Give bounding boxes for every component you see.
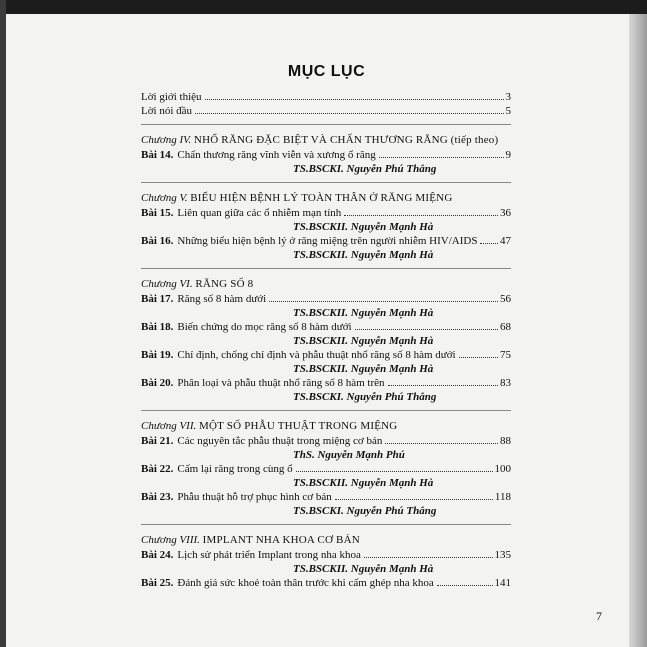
lesson-number: Bài 18.: [141, 321, 174, 333]
lesson-page: 47: [500, 235, 511, 247]
lesson-author: TS.BSCKI. Nguyễn Phú Thắng: [293, 163, 437, 175]
lesson-number: Bài 17.: [141, 293, 174, 305]
chapter-suffix: (tiếp theo): [450, 134, 499, 146]
page-edge-shadow: [629, 14, 647, 647]
chapter-heading: [141, 132, 511, 148]
toc-lesson-row: [141, 490, 511, 504]
lesson-title: Biến chứng do mọc răng số 8 hàm dưới: [177, 321, 352, 333]
toc-front-row: [141, 90, 511, 104]
toc-lesson-row: [141, 348, 511, 362]
toc-lesson-row: [141, 434, 511, 448]
chapter-title: MỘT SỐ PHẪU THUẬT TRONG MIỆNG: [199, 420, 398, 432]
lesson-title: Lịch sử phát triển Implant trong nha khoa: [177, 549, 361, 561]
lesson-page: 88: [500, 435, 511, 447]
chapter-title: BIỂU HIỆN BỆNH LÝ TOÀN THÂN Ở RĂNG MIỆNG: [190, 192, 453, 204]
lesson-title: Chấn thương răng vĩnh viễn và xương ổ răng: [177, 149, 376, 161]
lesson-page: 9: [505, 149, 511, 161]
toc-lesson-row: [141, 292, 511, 306]
chapter-divider: [141, 524, 511, 525]
chapter-divider: [141, 268, 511, 269]
lesson-author: TS.BSCKI. Nguyễn Phú Thắng: [293, 505, 437, 517]
chapter-number: Chương V.: [141, 192, 188, 204]
lesson-title: Các nguyên tắc phẫu thuật trong miệng cơ bản: [177, 435, 383, 447]
toc-front-row: [141, 104, 511, 118]
toc-lesson-row: [141, 234, 511, 248]
dot-leader: [344, 215, 498, 216]
dot-leader: [269, 301, 498, 302]
page-title: MỤC LỤC: [287, 63, 366, 80]
lesson-page: 135: [494, 549, 511, 561]
dot-leader: [437, 585, 493, 586]
toc-lesson-row: [141, 548, 511, 562]
toc-lesson-row: [141, 148, 511, 162]
lesson-number: Bài 23.: [141, 491, 174, 503]
lesson-page: 118: [494, 491, 511, 503]
lesson-title: Phẫu thuật hỗ trợ phục hình cơ bản: [177, 491, 332, 503]
lesson-page: 36: [500, 207, 511, 219]
toc-lesson-row: [141, 376, 511, 390]
lesson-author: TS.BSCKI. Nguyễn Phú Thắng: [293, 391, 437, 403]
toc-lesson-row: [141, 576, 511, 590]
dot-leader: [385, 443, 498, 444]
lesson-page: 68: [500, 321, 511, 333]
chapter-heading: [141, 276, 511, 292]
dot-leader: [355, 329, 498, 330]
toc-entry-label: Lời nói đầu: [141, 105, 193, 117]
lesson-number: Bài 15.: [141, 207, 174, 219]
dot-leader: [388, 385, 498, 386]
lesson-number: Bài 16.: [141, 235, 174, 247]
toc-lesson-row: [141, 462, 511, 476]
dot-leader: [335, 499, 493, 500]
lesson-page: 56: [500, 293, 511, 305]
lesson-page: 75: [500, 349, 511, 361]
chapter-number: Chương VI.: [141, 278, 193, 290]
lesson-title: Chỉ định, chống chỉ định và phẫu thuật nhổ răng số 8 hàm dưới: [177, 349, 456, 361]
lesson-number: Bài 24.: [141, 549, 174, 561]
scan-top-edge: [6, 0, 647, 14]
lesson-number: Bài 25.: [141, 577, 174, 589]
dot-leader: [296, 471, 493, 472]
chapter-heading: [141, 532, 511, 548]
lesson-title: Những biểu hiện bệnh lý ở răng miệng trên người nhiễm HIV/AIDS: [177, 235, 478, 247]
lesson-number: Bài 21.: [141, 435, 174, 447]
lesson-author: TS.BSCKII. Nguyễn Mạnh Hà: [293, 563, 434, 575]
toc-entry-page: 3: [505, 91, 511, 103]
chapter-divider: [141, 182, 511, 183]
lesson-page: 141: [494, 577, 511, 589]
dot-leader: [364, 557, 493, 558]
chapter-number: Chương IV.: [141, 134, 192, 146]
chapter-title: IMPLANT NHA KHOA CƠ BẢN: [202, 534, 360, 546]
toc-entry-label: Lời giới thiệu: [141, 91, 202, 103]
toc-lesson-row: [141, 206, 511, 220]
chapter-heading: [141, 418, 511, 434]
chapter-number: Chương VII.: [141, 420, 197, 432]
chapter-title: NHỔ RĂNG ĐẶC BIỆT VÀ CHẤN THƯƠNG RĂNG: [193, 134, 448, 146]
dot-leader: [459, 357, 498, 358]
chapter-heading: [141, 190, 511, 206]
lesson-author: TS.BSCKII. Nguyễn Mạnh Hà: [293, 307, 434, 319]
lesson-number: Bài 19.: [141, 349, 174, 361]
lesson-title: Đánh giá sức khoẻ toàn thân trước khi cấm ghép nha khoa: [177, 577, 434, 589]
lesson-author: TS.BSCKII. Nguyễn Mạnh Hà: [293, 335, 434, 347]
lesson-author: TS.BSCKII. Nguyễn Mạnh Hà: [293, 249, 434, 261]
lesson-number: Bài 22.: [141, 463, 174, 475]
lesson-title: Răng số 8 hàm dưới: [177, 293, 267, 305]
dot-leader: [205, 99, 504, 100]
chapter-divider: [141, 124, 511, 125]
chapter-number: Chương VIII.: [141, 534, 200, 546]
lesson-author: TS.BSCKII. Nguyễn Mạnh Hà: [293, 363, 434, 375]
dot-leader: [480, 243, 498, 244]
book-page: [6, 0, 647, 647]
toc-entry-page: 5: [505, 105, 511, 117]
toc-lesson-row: [141, 320, 511, 334]
lesson-author: TS.BSCKII. Nguyễn Mạnh Hà: [293, 221, 434, 233]
chapter-title: RĂNG SỐ 8: [195, 278, 254, 290]
chapter-divider: [141, 410, 511, 411]
lesson-page: 100: [494, 463, 511, 475]
lesson-number: Bài 14.: [141, 149, 174, 161]
lesson-author: ThS. Nguyễn Mạnh Phú: [293, 449, 405, 461]
lesson-title: Phân loại và phẫu thuật nhổ răng số 8 hàm trên: [177, 377, 385, 389]
lesson-page: 83: [500, 377, 511, 389]
lesson-author: TS.BSCKII. Nguyễn Mạnh Hà: [293, 477, 434, 489]
dot-leader: [379, 157, 504, 158]
page-number: 7: [596, 609, 602, 623]
lesson-title: Liên quan giữa các ổ nhiễm mạn tính: [177, 207, 342, 219]
table-of-contents: [141, 90, 511, 590]
lesson-title: Cấm lại răng trong cùng ổ: [177, 463, 293, 475]
dot-leader: [195, 113, 503, 114]
lesson-number: Bài 20.: [141, 377, 174, 389]
